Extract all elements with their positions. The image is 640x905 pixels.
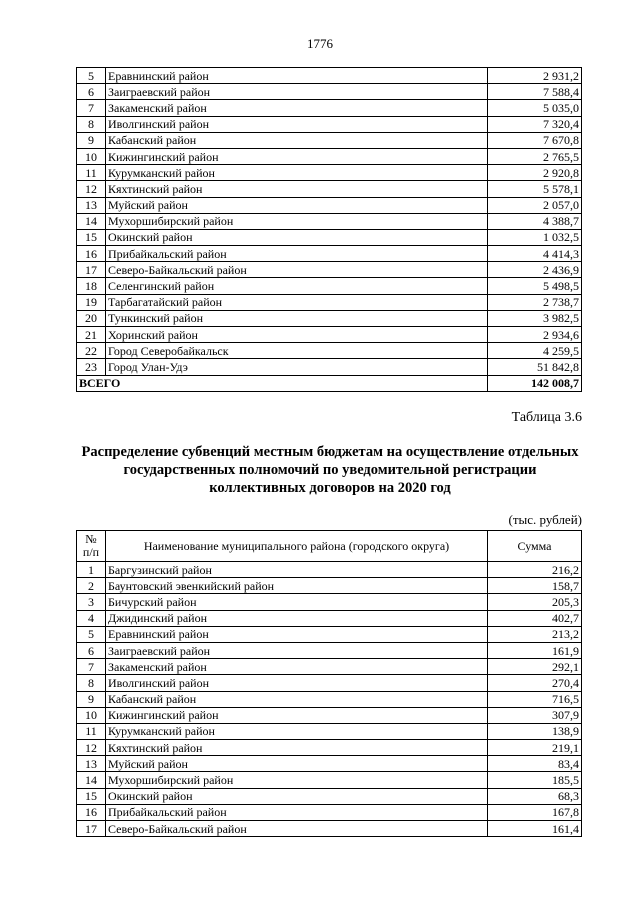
table-row xyxy=(77,821,582,837)
row-name: Кижингинский район xyxy=(106,148,488,164)
row-sum: 161,9 xyxy=(488,642,582,658)
row-sum: 2 738,7 xyxy=(488,294,582,310)
row-name: Иволгинский район xyxy=(106,675,488,691)
total-sum: 142 008,7 xyxy=(488,375,582,391)
row-name: Муйский район xyxy=(106,756,488,772)
table-row xyxy=(77,100,582,116)
row-number: 8 xyxy=(77,675,106,691)
table-row xyxy=(77,84,582,100)
row-name: Баунтовский эвенкийский район xyxy=(106,578,488,594)
row-name: Прибайкальский район xyxy=(106,246,488,262)
row-number: 9 xyxy=(77,691,106,707)
total-label: ВСЕГО xyxy=(77,375,488,391)
row-name: Еравнинский район xyxy=(106,68,488,84)
table-row xyxy=(77,642,582,658)
subvention-table-continued xyxy=(76,67,582,392)
units-label: (тыс. рублей) xyxy=(508,512,582,527)
row-sum: 5 035,0 xyxy=(488,100,582,116)
row-sum: 3 982,5 xyxy=(488,310,582,326)
table-row xyxy=(77,691,582,707)
row-sum: 1 032,5 xyxy=(488,229,582,245)
table-row xyxy=(77,359,582,375)
row-number: 8 xyxy=(77,116,106,132)
row-name: Город Северобайкальск xyxy=(106,343,488,359)
row-sum: 4 414,3 xyxy=(488,246,582,262)
table-row xyxy=(77,594,582,610)
row-number: 14 xyxy=(77,213,106,229)
total-row xyxy=(77,375,582,391)
row-name: Иволгинский район xyxy=(106,116,488,132)
row-number: 2 xyxy=(77,578,106,594)
table-title: Распределение субвенций местным бюджетам на осуществление отдельных государственных полномочий по уведомительной регистрации коллективных договоров на 2020 год xyxy=(81,444,579,496)
table-row xyxy=(77,626,582,642)
row-name: Заиграевский район xyxy=(106,642,488,658)
row-number: 9 xyxy=(77,132,106,148)
row-number: 10 xyxy=(77,148,106,164)
row-name: Мухоршибирский район xyxy=(106,772,488,788)
row-name: Северо-Байкальский район xyxy=(106,821,488,837)
row-number: 4 xyxy=(77,610,106,626)
table-row xyxy=(77,310,582,326)
row-name: Тарбагатайский район xyxy=(106,294,488,310)
row-name: Баргузинский район xyxy=(106,562,488,578)
table-row xyxy=(77,756,582,772)
table-row xyxy=(77,213,582,229)
table-row xyxy=(77,132,582,148)
row-name: Северо-Байкальский район xyxy=(106,262,488,278)
row-number: 12 xyxy=(77,181,106,197)
row-name: Город Улан-Удэ xyxy=(106,359,488,375)
row-number: 16 xyxy=(77,246,106,262)
header-name: Наименование муниципального района (городского округа) xyxy=(106,531,488,562)
table-row xyxy=(77,578,582,594)
row-name: Мухоршибирский район xyxy=(106,213,488,229)
row-sum: 219,1 xyxy=(488,740,582,756)
row-sum: 4 388,7 xyxy=(488,213,582,229)
row-sum: 716,5 xyxy=(488,691,582,707)
table-row xyxy=(77,562,582,578)
row-number: 6 xyxy=(77,84,106,100)
row-name: Селенгинский район xyxy=(106,278,488,294)
row-sum: 7 588,4 xyxy=(488,84,582,100)
row-sum: 2 765,5 xyxy=(488,148,582,164)
row-number: 11 xyxy=(77,165,106,181)
row-sum: 307,9 xyxy=(488,707,582,723)
row-name: Еравнинский район xyxy=(106,626,488,642)
row-number: 7 xyxy=(77,100,106,116)
row-number: 11 xyxy=(77,723,106,739)
row-number: 15 xyxy=(77,788,106,804)
row-number: 20 xyxy=(77,310,106,326)
row-sum: 68,3 xyxy=(488,788,582,804)
row-number: 15 xyxy=(77,229,106,245)
row-number: 13 xyxy=(77,756,106,772)
row-name: Тункинский район xyxy=(106,310,488,326)
row-sum: 158,7 xyxy=(488,578,582,594)
row-number: 14 xyxy=(77,772,106,788)
row-name: Заиграевский район xyxy=(106,84,488,100)
table-row xyxy=(77,788,582,804)
row-sum: 2 931,2 xyxy=(488,68,582,84)
row-sum: 5 498,5 xyxy=(488,278,582,294)
row-name: Окинский район xyxy=(106,229,488,245)
page-number: 1776 xyxy=(307,36,333,51)
row-number: 3 xyxy=(77,594,106,610)
row-sum: 167,8 xyxy=(488,804,582,820)
table-row xyxy=(77,197,582,213)
table-label: Таблица 3.6 xyxy=(511,410,582,425)
row-number: 13 xyxy=(77,197,106,213)
row-sum: 2 934,6 xyxy=(488,327,582,343)
row-name: Кяхтинский район xyxy=(106,740,488,756)
table-row xyxy=(77,262,582,278)
row-name: Кабанский район xyxy=(106,132,488,148)
table-row xyxy=(77,246,582,262)
table-row xyxy=(77,723,582,739)
collective-agreements-subvention-table xyxy=(76,530,582,837)
row-sum: 4 259,5 xyxy=(488,343,582,359)
row-sum: 216,2 xyxy=(488,562,582,578)
row-sum: 185,5 xyxy=(488,772,582,788)
table-row xyxy=(77,610,582,626)
row-name: Прибайкальский район xyxy=(106,804,488,820)
table-row xyxy=(77,740,582,756)
table-row xyxy=(77,659,582,675)
table-row xyxy=(77,148,582,164)
row-sum: 2 057,0 xyxy=(488,197,582,213)
row-number: 18 xyxy=(77,278,106,294)
row-number: 5 xyxy=(77,68,106,84)
row-name: Кяхтинский район xyxy=(106,181,488,197)
table-row xyxy=(77,229,582,245)
header-num: № п/п xyxy=(77,531,106,562)
row-name: Хоринский район xyxy=(106,327,488,343)
row-sum: 2 920,8 xyxy=(488,165,582,181)
row-sum: 270,4 xyxy=(488,675,582,691)
table-row xyxy=(77,181,582,197)
row-name: Джидинский район xyxy=(106,610,488,626)
row-sum: 83,4 xyxy=(488,756,582,772)
table-row xyxy=(77,772,582,788)
table-row xyxy=(77,343,582,359)
table-row xyxy=(77,116,582,132)
row-number: 12 xyxy=(77,740,106,756)
row-sum: 161,4 xyxy=(488,821,582,837)
row-number: 17 xyxy=(77,821,106,837)
row-sum: 2 436,9 xyxy=(488,262,582,278)
row-name: Курумканский район xyxy=(106,723,488,739)
row-name: Курумканский район xyxy=(106,165,488,181)
row-number: 1 xyxy=(77,562,106,578)
table-row xyxy=(77,804,582,820)
row-name: Закаменский район xyxy=(106,100,488,116)
row-sum: 7 670,8 xyxy=(488,132,582,148)
row-number: 7 xyxy=(77,659,106,675)
table-row xyxy=(77,165,582,181)
row-name: Окинский район xyxy=(106,788,488,804)
row-sum: 205,3 xyxy=(488,594,582,610)
row-number: 17 xyxy=(77,262,106,278)
row-sum: 213,2 xyxy=(488,626,582,642)
row-number: 5 xyxy=(77,626,106,642)
table-row xyxy=(77,327,582,343)
table-row xyxy=(77,707,582,723)
row-name: Кабанский район xyxy=(106,691,488,707)
row-name: Кижингинский район xyxy=(106,707,488,723)
row-sum: 402,7 xyxy=(488,610,582,626)
table-row xyxy=(77,68,582,84)
header-sum: Сумма xyxy=(488,531,582,562)
table-row xyxy=(77,675,582,691)
table-header-row xyxy=(77,531,582,562)
row-number: 10 xyxy=(77,707,106,723)
row-number: 21 xyxy=(77,327,106,343)
row-sum: 5 578,1 xyxy=(488,181,582,197)
row-sum: 292,1 xyxy=(488,659,582,675)
row-sum: 7 320,4 xyxy=(488,116,582,132)
table-row xyxy=(77,278,582,294)
row-sum: 51 842,8 xyxy=(488,359,582,375)
row-number: 19 xyxy=(77,294,106,310)
row-name: Муйский район xyxy=(106,197,488,213)
row-number: 22 xyxy=(77,343,106,359)
row-sum: 138,9 xyxy=(488,723,582,739)
row-number: 16 xyxy=(77,804,106,820)
row-name: Закаменский район xyxy=(106,659,488,675)
row-number: 23 xyxy=(77,359,106,375)
row-name: Бичурский район xyxy=(106,594,488,610)
row-number: 6 xyxy=(77,642,106,658)
table-row xyxy=(77,294,582,310)
